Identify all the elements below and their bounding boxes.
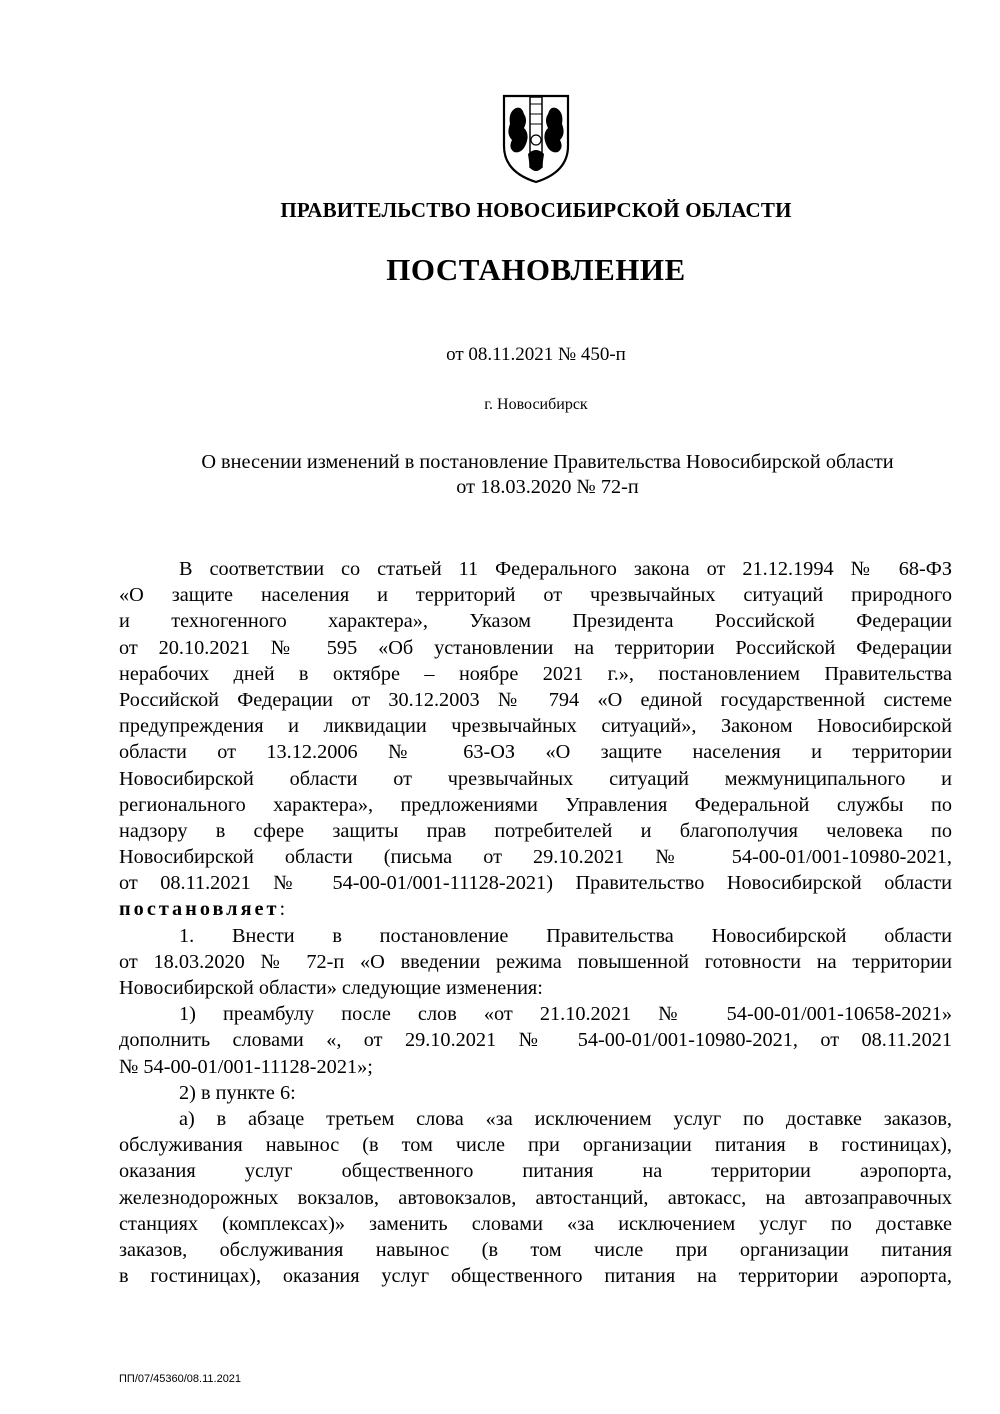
body-line: Новосибирской области от чрезвычайных ситуаций межмуниципального и (119, 767, 952, 790)
body-line: регионального характера», предложениями Управления Федеральной службы по (119, 793, 952, 816)
body-line: Российской Федерации от 30.12.2003 № 794 «О единой государственной системе (119, 688, 952, 711)
document-type: ПОСТАНОВЛЕНИЕ (386, 252, 686, 287)
decree-word: постановляет (119, 898, 280, 921)
body-line: области от 13.12.2006 № 63-ОЗ «О защите населения и территории (119, 741, 952, 764)
body-line: «О защите населения и территорий от чрезвычайных ситуаций природного (119, 584, 952, 607)
subject-line-2: от 18.03.2020 № 72-п (456, 476, 639, 498)
document-body (119, 556, 952, 1289)
body-line: обслуживания навынос (в том числе при организации питания в гостиницах), (119, 1134, 952, 1157)
body-line: станциях (комплексах)» заменить словами «за исключением услуг по доставке (119, 1212, 952, 1235)
body-line: Новосибирской области (письма от 29.10.2021 № 54-00-01/001-10980-2021, (119, 846, 952, 869)
decree-colon: : (279, 898, 286, 921)
city: г. Новосибирск (484, 396, 588, 413)
body-line: предупреждения и ликвидации чрезвычайных ситуаций», Законом Новосибирской (119, 715, 952, 738)
body-line: № 54-00-01/001-11128-2021»; (119, 1055, 373, 1078)
organization-title: ПРАВИТЕЛЬСТВО НОВОСИБИРСКОЙ ОБЛАСТИ (280, 198, 792, 222)
coat-of-arms-icon (500, 94, 572, 184)
body-line: от 08.11.2021 № 54-00-01/001-11128-2021) Правительство Новосибирской области (119, 872, 952, 895)
body-line: надзору в сфере защиты прав потребителей и благополучия человека по (119, 819, 952, 842)
body-line: и техногенного характера», Указом Президента Российской Федерации (119, 610, 952, 633)
body-line: дополнить словами «, от 29.10.2021 № 54-00-01/001-10980-2021, от 08.11.2021 (119, 1029, 952, 1052)
body-line: оказания услуг общественного питания на территории аэропорта, (119, 1160, 952, 1183)
body-line: 1. Внести в постановление Правительства Новосибирской области (179, 924, 952, 947)
body-line: Новосибирской области» следующие изменения: (119, 977, 543, 999)
body-line: в гостиницах), оказания услуг общественного питания на территории аэропорта, (119, 1265, 952, 1288)
body-line: а) в абзаце третьем слова «за исключением услуг по доставке заказов, (179, 1107, 952, 1130)
body-line: 1) преамбулу после слов «от 21.10.2021 № 54-00-01/001-10658-2021» (179, 1003, 952, 1026)
subject-line-1: О внесении изменений в постановление Правительства Новосибирской области (201, 451, 894, 473)
document-subject (80, 450, 1000, 500)
body-line: от 18.03.2020 № 72-п «О введении режима повышенной готовности на территории (119, 950, 952, 973)
body-line: железнодорожных вокзалов, автовокзалов, автостанций, автокасс, на автозаправочных (119, 1186, 952, 1209)
document-code: ПП/07/45360/08.11.2021 (119, 1373, 242, 1385)
body-line: 2) в пункте 6: (179, 1081, 296, 1104)
body-line: заказов, обслуживания навынос (в том числе при организации питания (119, 1238, 952, 1261)
body-line: нерабочих дней в октябре – ноябре 2021 г.», постановлением Правительства (119, 662, 952, 685)
body-line: В соответствии со статьей 11 Федерального закона от 21.12.1994 № 68-ФЗ (179, 558, 952, 580)
decree-line (119, 896, 952, 922)
body-line: от 20.10.2021 № 595 «Об установлении на территории Российской Федерации (119, 636, 952, 659)
date-number: от 08.11.2021 № 450-п (446, 344, 626, 365)
